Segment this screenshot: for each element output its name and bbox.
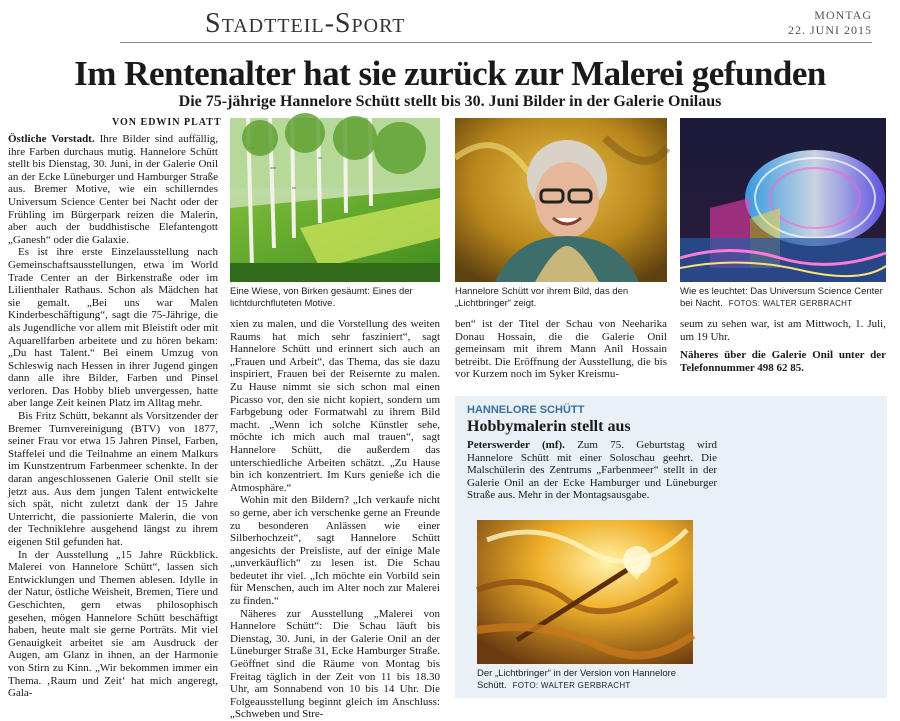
paragraph: Östliche Vorstadt. Ihre Bilder sind auffällig, ihre Farben durchaus mutig. Hannelore Schütt stellt bis Dienstag, 30. Juni, in der Galerie Onil an der Ecke Lüneburger und Hamburger Straße aus. Bremer Motive, wie ein schillerndes Universum Science Center bei Nacht oder der Frühling im Bürgerpark reizen die Malerin, aber auch der buddhistische Elefantengott „Ganesh“ oder die Galaxie. xyxy=(8,133,219,246)
box-title: Hobbymalerin stellt aus xyxy=(467,418,631,435)
headline: Im Rentenalter hat sie zurück zur Malerei gefunden xyxy=(74,54,826,93)
article-column-3 xyxy=(455,318,667,390)
contact-info: Näheres über die Galerie Onil unter der Telefonnummer 498 62 85. xyxy=(680,349,886,374)
photo2-caption: Hannelore Schütt vor ihrem Bild, das den „Lichtbringer“ zeigt. xyxy=(455,286,629,309)
subheadline: Die 75-jährige Hannelore Schütt stellt bis 30. Juni Bilder in der Galerie Onilaus xyxy=(178,93,722,110)
photo3-credit: FOTOS: WALTER GERBRACHT xyxy=(728,298,853,308)
article-column-4 xyxy=(680,318,886,390)
photo1-caption: Eine Wiese, von Birken gesäumt: Eines der lichtdurchfluteten Motive. xyxy=(230,286,413,309)
info-box xyxy=(455,396,887,698)
paragraph: Es ist ihre erste Einzelausstellung nach Gemeinschaftsausstellungen, etwa im World Trade Center an der Birkenstraße oder im Lilienthaler Rathaus. Schon als Mädchen hat sie gemalt. „Bei uns war Malen Kinderbeschäftigung“, sagt die 75-Jährige, die als Jugendliche vor allem mit Bleistift oder mit Aquarellfarben arbeitete und zu hören bekam: „Du hast Talent.“ Bei einem Umzug von Schleswig nach Hessen in ihrer Jugend gingen dann alle ihre Bilder, Farben und Pinsel verloren. Das Hobby blieb unvergessen, hatte aber lange Zeit keinen Platz im Alltag mehr. xyxy=(8,246,218,410)
paragraph: Näheres zur Ausstellung „Malerei von Hannelore Schütt“: Die Schau läuft bis Dienstag, 30. Juni, in der Galerie Onil an der Lüneburger Straße 31, Ecke Hamburger Straße. Geöffnet sind die Räume von Montag bis Freitag täglich in der Zeit von 11 bis 18.30 Uhr, am Sonnabend von 10 bis 14 Uhr. Die Folgeausstellung beginnt gleich im Anschluss: „Schweben und Stre- xyxy=(230,607,440,721)
lichtbringer-painting-photo xyxy=(477,520,693,664)
meadow-birches-photo xyxy=(230,118,440,282)
box-lead: Peterswerder (mf). xyxy=(467,439,565,451)
dateline xyxy=(788,8,872,38)
photo4-caption xyxy=(477,668,707,691)
byline: VON EDWIN PLATT xyxy=(112,117,222,128)
article-column-2 xyxy=(230,318,440,721)
science-center-photo xyxy=(680,118,886,282)
paragraph: In der Ausstellung „15 Jahre Rückblick. Malerei von Hannelore Schütt“, lassen sich Entwicklungen und Themen ablesen. Idylle in der Natur, östliche Weisheit, Bremen, Tiere und Geschichten, gern etwas philosophisch gesehen, mögen Hannelore Schütt beschäftigt haben, heute malt sie gerne Porträts. Mit viel Genauigkeit arbeitet sie am Ausdruck der Augen, am Glanz in ihnen, an der Harmonie von Stirn zu Kinn. „Wir bekommen immer ein Thema. ‚Raum und Zeit‘ hat mich angeregt, Gala- xyxy=(8,548,218,700)
date-day: 22. JUNI 2015 xyxy=(788,23,872,37)
masthead: Stadtteil-Sport xyxy=(205,8,406,39)
photo4-credit: FOTO: WALTER GERBRACHT xyxy=(512,680,631,690)
photo3-caption xyxy=(680,286,886,309)
photo3-caption-text: Wie es leuchtet: Das Universum Science Center bei Nacht. xyxy=(680,286,883,309)
painter-portrait-photo xyxy=(455,118,667,282)
paragraph: Wohin mit den Bildern? „Ich verkaufe nicht so gerne, aber ich verschenke gerne an Freunde zu besonderen Anlässen wie einer Silberhochzeit“, sagt Hannelore Schütt angesichts der Preisliste, auf der einige Male „unverkäuflich“ zu lesen ist. Die Schau bedeutet ihr viel. „Ich möchte ein Vorbild sein für Menschen, auch im Alter noch zur Malerei zu finden.“ xyxy=(230,494,440,608)
dateline-lead: Östliche Vorstadt. xyxy=(8,133,95,145)
paragraph: xien zu malen, und die Vorstellung des weiten Raums hat mich sehr fasziniert“, sagt Hannelore Schütt und erinnert sich auch an „Frauen und Arbeit“, das Thema, das sie dazu inspiriert, Frauen bei der Reisernte zu malen. Zu Hause nimmt sie sich schon mal einen Picasso vor, den sie nicht kopiert, sondern um Farbgebung oder Formatwahl zu ihrem Bild macht. „Wenn ich solche Künstler sehe, möchte ich mich auch mal trauen“, sagt Hannelore Schütt, die außerdem das unterschiedliche Arbeiten schätzt. „Zu Hause bin ich konzentriert. Im Kurs genieße ich die Atmosphäre.“ xyxy=(230,318,440,494)
paragraph: ben“ ist der Titel der Schau von Neeharika Donau Hossain, die die Galerie Onil gemeinsam mit ihrem Mann Anil Hossain betreibt. Die Eröffnung der Ausstellung, die bis vor Kurzem noch im Syker Kreismu- xyxy=(455,318,667,381)
box-text: Peterswerder (mf). Zum 75. Geburtstag wird Hannelore Schütt mit einer Soloschau geehrt. Die Malschülerin des Zentrums „Farbenmeer“ stellt in der Galerie Onil an der Ecke Hamburger und Lüneburger Straße aus. Mehr in der Montagsausgabe. xyxy=(467,439,718,502)
box-kicker: HANNELORE SCHÜTT xyxy=(467,404,585,416)
paragraph: Bis Fritz Schütt, bekannt als Vorsitzender der Bremer Turnvereinigung (BTV) von 1877, seiner Frau vor etwa 15 Jahren Pinsel, Farben, Staffelei und die Teilnahme an einem Malkurs im Kunstzentrum Farbenmeer schenkte. In der daran angeschlossenen Galerie Onil stellt sie jetzt aus. Aus dem jungen Talent entwickelte sich spät, nicht zuletzt dank der 15 Jahre Unterricht, die passionierte Malerin, die von der Techniklehre ausgehend längst zu ihrem eigenen Stil gefunden hat. xyxy=(8,410,218,548)
article-column-1 xyxy=(8,133,218,699)
top-rule xyxy=(120,42,872,43)
photo4-caption-text: Der „Lichtbringer“ in der Version von Hannelore Schütt. xyxy=(477,668,677,691)
date-weekday: MONTAG xyxy=(814,8,872,22)
paragraph: seum zu sehen war, ist am Mittwoch, 1. Juli, um 19 Uhr. xyxy=(680,318,886,343)
